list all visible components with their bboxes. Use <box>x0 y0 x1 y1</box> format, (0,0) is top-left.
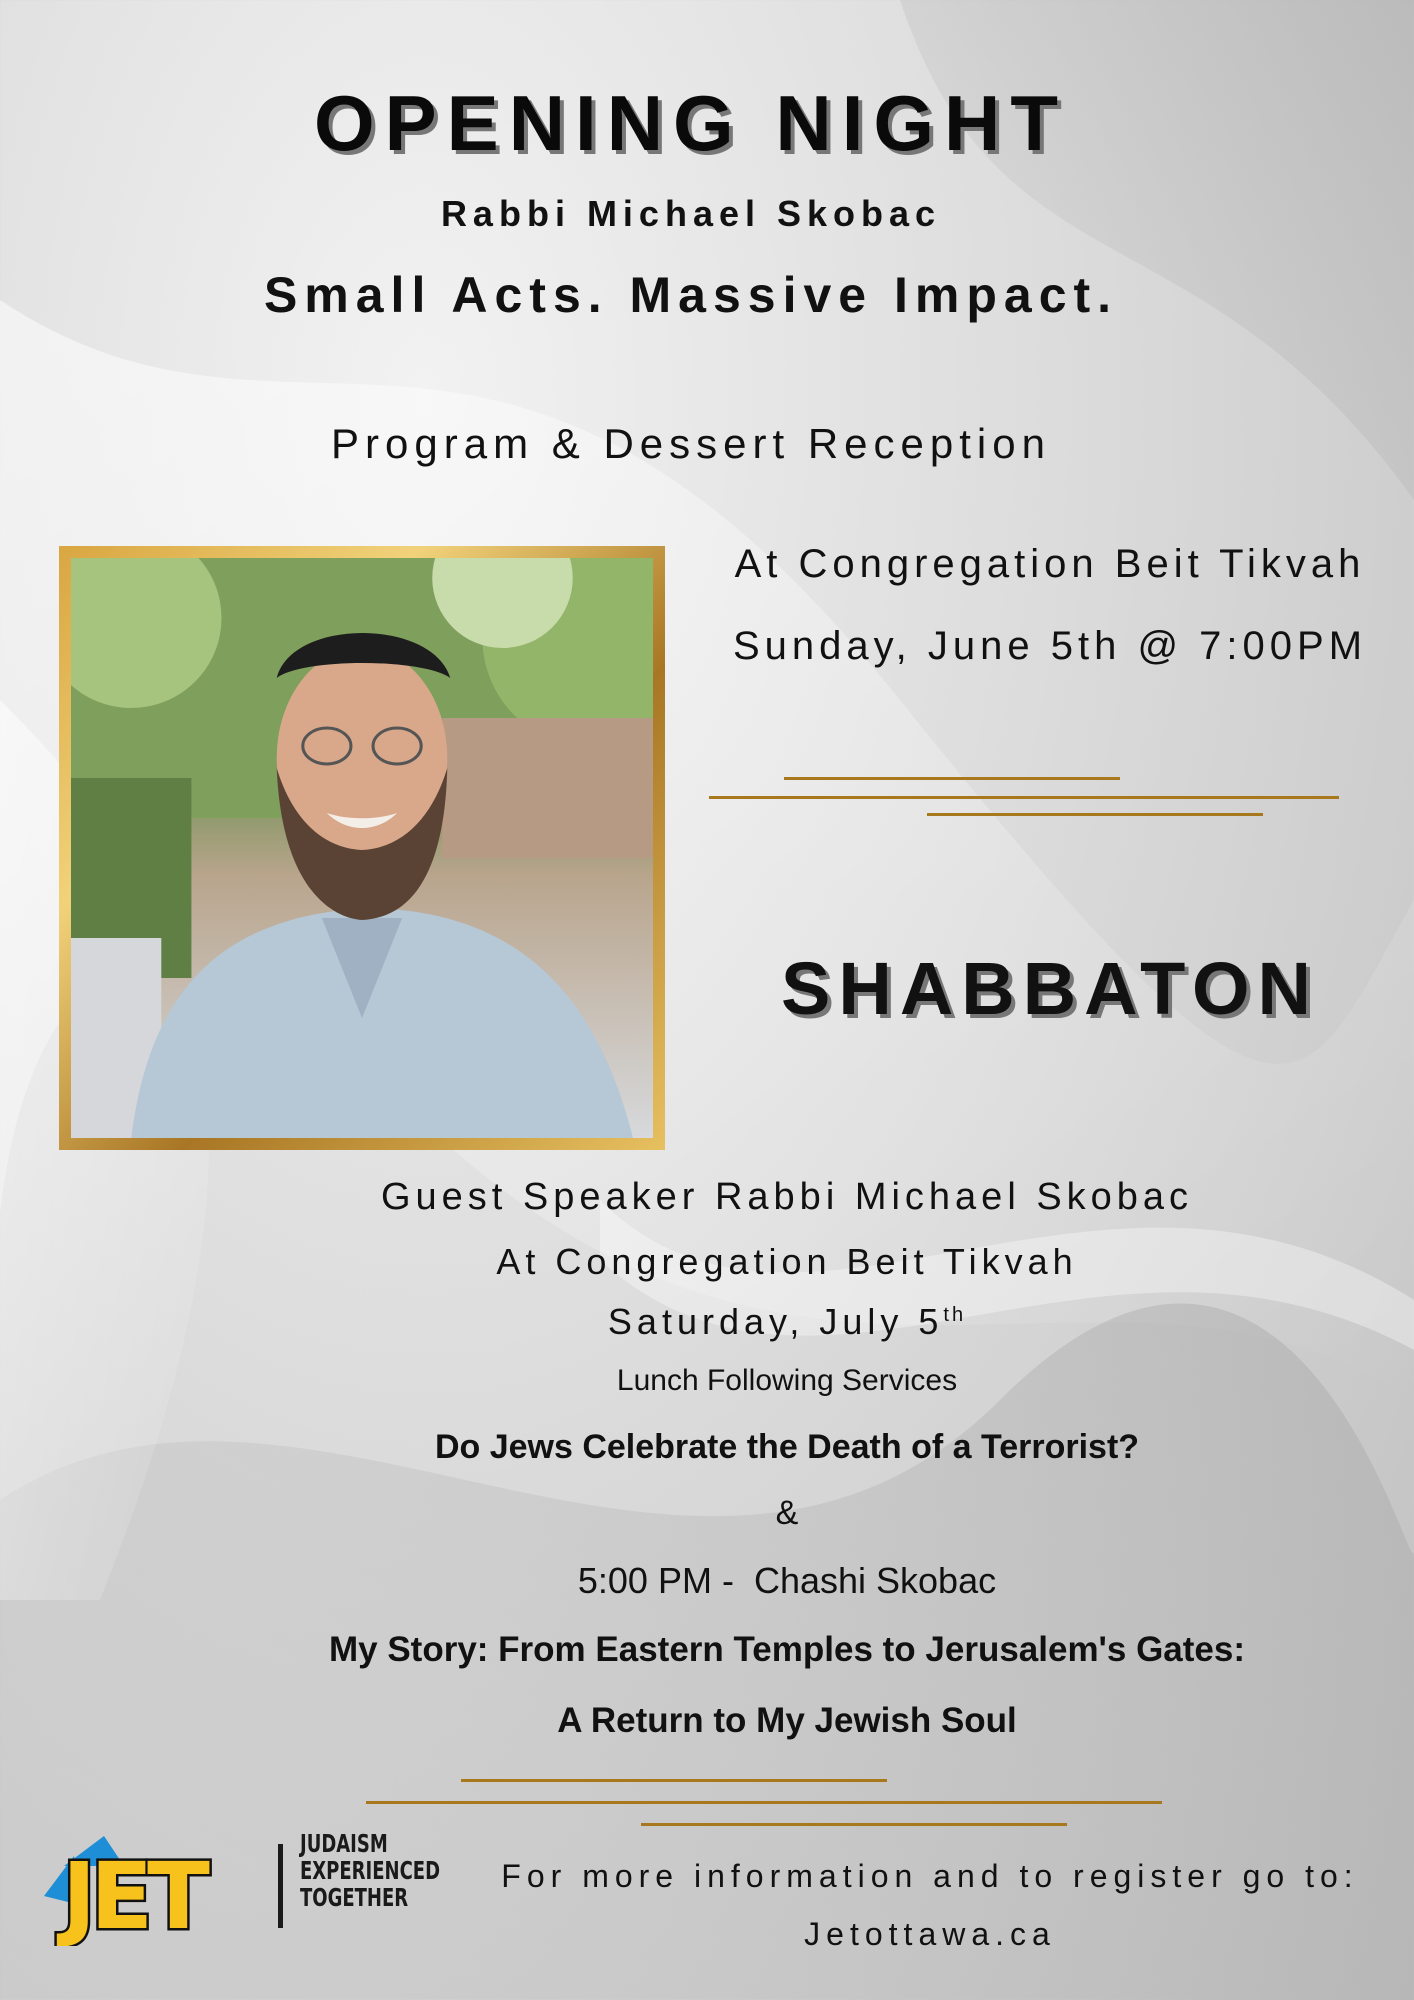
divider-line <box>784 777 1120 780</box>
logo-mark: JET <box>62 1843 204 1946</box>
logo-word-1: JUDAISM <box>300 1829 388 1858</box>
shabbaton-date-text: Saturday, July 5 <box>607 1301 944 1342</box>
opening-date: Sunday, June 5th @ 7:00PM <box>732 624 1368 668</box>
shabbaton-venue: At Congregation Beit Tikvah <box>496 1241 1078 1282</box>
divider-line <box>461 1779 887 1782</box>
second-session: 5:00 PM - Chashi Skobac <box>577 1560 997 1601</box>
page-title: OPENING NIGHT <box>313 79 1069 167</box>
tagline: Small Acts. Massive Impact. <box>263 267 1119 323</box>
divider-line <box>641 1823 1067 1826</box>
ampersand: & <box>775 1494 799 1532</box>
divider-line <box>927 813 1263 816</box>
lunch-note: Lunch Following Services <box>616 1364 958 1397</box>
talk-title-2-line-2: A Return to My Jewish Soul <box>557 1701 1017 1740</box>
date-suffix: th <box>943 1304 967 1326</box>
register-info: For more information and to register go to: <box>501 1858 1359 1894</box>
logo-word-3: TOGETHER <box>300 1883 409 1912</box>
shabbaton-heading: SHABBATON <box>781 947 1319 1030</box>
logo-word-2: EXPERIENCED <box>300 1856 441 1885</box>
website-link[interactable]: Jetottawa.ca <box>804 1916 1056 1952</box>
guest-speaker: Guest Speaker Rabbi Michael Skobac <box>380 1176 1194 1218</box>
program-description: Program & Dessert Reception <box>331 420 1051 467</box>
jet-logo <box>44 1826 454 1946</box>
logo-wordmark <box>300 1830 440 1911</box>
divider-line <box>709 796 1339 799</box>
talk-title-1: Do Jews Celebrate the Death of a Terrorist? <box>434 1428 1140 1466</box>
speaker-name: Rabbi Michael Skobac <box>440 193 942 234</box>
talk-title-2-line-1: My Story: From Eastern Temples to Jerusalem's Gates: <box>328 1630 1246 1669</box>
speaker-photo <box>71 558 653 1138</box>
divider-line <box>366 1801 1162 1804</box>
opening-venue: At Congregation Beit Tikvah <box>734 542 1366 586</box>
shabbaton-date <box>80 1301 1414 1343</box>
speaker-photo-frame <box>59 546 665 1150</box>
